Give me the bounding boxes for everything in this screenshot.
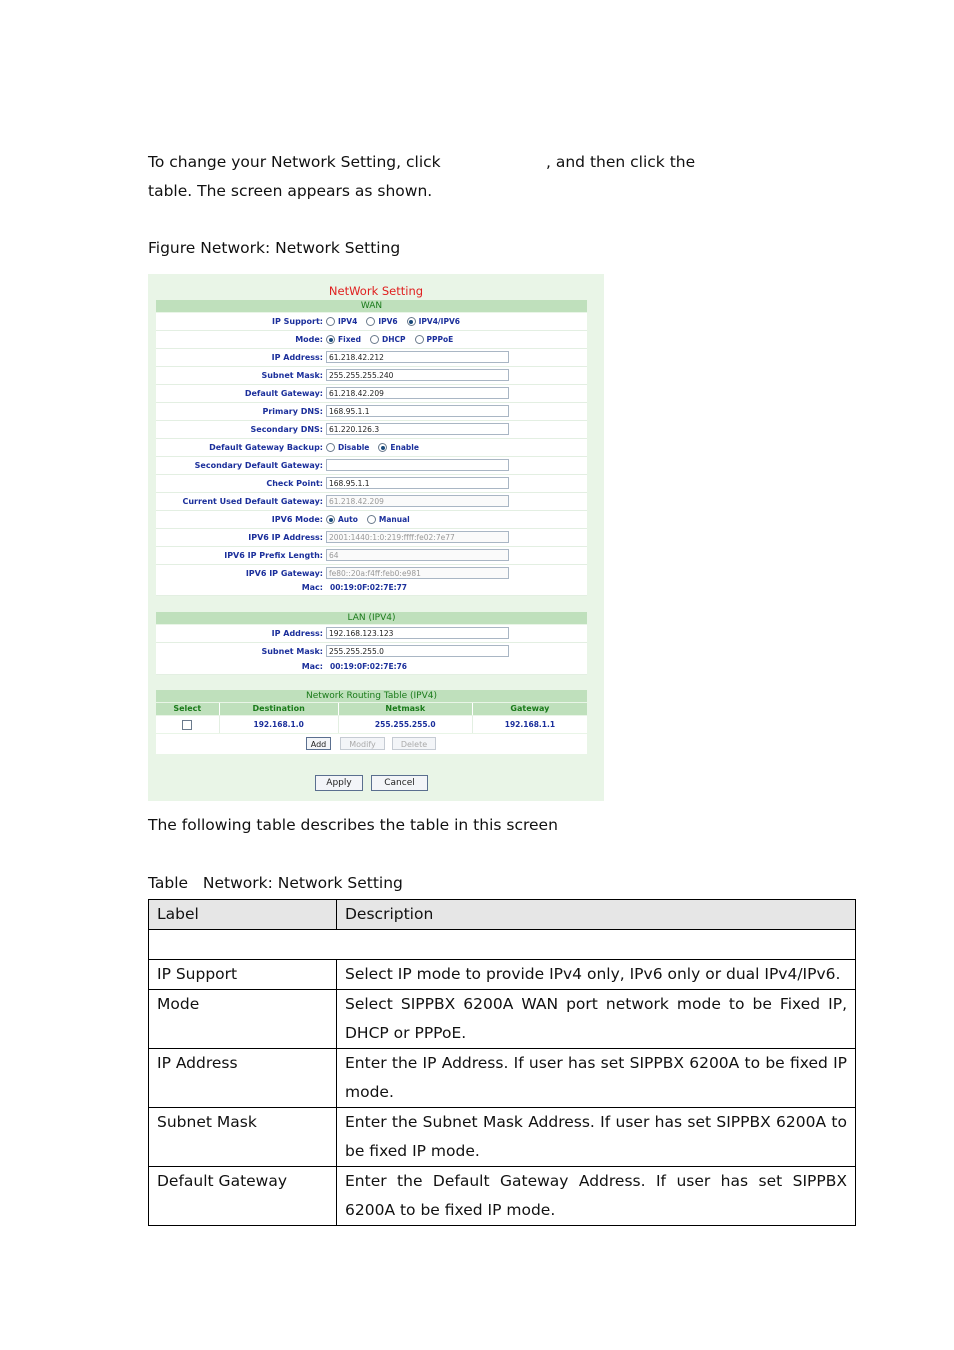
select-cell	[156, 716, 220, 733]
wan-mac-row	[156, 581, 587, 596]
mode-label: Mode:	[295, 335, 323, 344]
ipv6-gateway-input: fe80::20a:f4ff:feb0:e981	[326, 567, 509, 579]
default-gateway-input[interactable]: 61.218.42.209	[326, 387, 509, 399]
wan-ip-input[interactable]: 61.218.42.212	[326, 351, 509, 363]
row-label: Default Gateway	[149, 1167, 337, 1226]
row-label: Subnet Mask	[149, 1108, 337, 1167]
row-label: IP Support	[149, 960, 337, 990]
ip-support-label: IP Support:	[272, 317, 323, 326]
destination-cell: 192.168.1.0	[220, 716, 339, 733]
description-table	[148, 899, 856, 1226]
wan-subnet-row	[156, 367, 587, 385]
mode-dhcp-radio[interactable]	[370, 335, 379, 344]
routing-header: Network Routing Table (IPV4)	[156, 690, 587, 702]
lan-ip-label: IP Address:	[271, 629, 323, 638]
modify-button: Modify	[340, 737, 385, 750]
secondary-gateway-input[interactable]	[326, 459, 509, 471]
backup-enable-radio[interactable]	[378, 443, 387, 452]
table-header-row	[149, 900, 856, 930]
ipv6-prefix-input: 64	[326, 549, 509, 561]
gateway-cell: 192.168.1.1	[504, 720, 556, 729]
ip-support-dual-radio[interactable]	[407, 317, 416, 326]
secondary-gateway-label: Secondary Default Gateway:	[194, 461, 323, 470]
intro-line-2: table. The screen appears as shown.	[148, 182, 433, 200]
row-description: Select SIPPBX 6200A WAN port network mode to be Fixed IP, DHCP or PPPoE.	[337, 990, 856, 1049]
lan-ip-row	[156, 625, 587, 643]
ip-support-ipv4-label: IPV4	[338, 317, 358, 326]
wan-subnet-input[interactable]: 255.255.255.240	[326, 369, 509, 381]
ipv6-prefix-label: IPV6 IP Prefix Length:	[224, 551, 323, 560]
lan-mac-label: Mac:	[301, 662, 323, 671]
ipv6-auto-radio[interactable]	[326, 515, 335, 524]
check-point-input[interactable]: 168.95.1.1	[326, 477, 509, 489]
wan-mac-label: Mac:	[301, 583, 323, 592]
network-setting-screenshot	[148, 274, 604, 801]
secondary-dns-row	[156, 421, 587, 439]
intro-text-a: To change your Network Setting, click	[148, 153, 441, 171]
row-description: Enter the Subnet Mask Address. If user has set SIPPBX 6200A to be fixed IP mode.	[337, 1108, 856, 1167]
col-select: Select	[156, 703, 220, 715]
col-destination: Destination	[220, 703, 339, 715]
routing-columns	[156, 703, 587, 715]
ipv6-gateway-label: IPV6 IP Gateway:	[245, 569, 323, 578]
mode-row	[156, 331, 587, 349]
mode-fixed-radio[interactable]	[326, 335, 335, 344]
default-gateway-row	[156, 385, 587, 403]
ipv6-ip-label: IPV6 IP Address:	[248, 533, 323, 542]
col-netmask: Netmask	[339, 703, 473, 715]
default-gateway-label: Default Gateway:	[244, 389, 323, 398]
header-label: Label	[149, 900, 337, 930]
backup-disable-radio[interactable]	[326, 443, 335, 452]
gateway-backup-row	[156, 439, 587, 457]
ip-support-ipv4-radio[interactable]	[326, 317, 335, 326]
wan-ip-row	[156, 349, 587, 367]
intro-text-b: , and then click the	[546, 153, 696, 171]
table-row	[149, 990, 856, 1049]
lan-ip-input[interactable]: 192.168.123.123	[326, 627, 509, 639]
secondary-dns-label: Secondary DNS:	[250, 425, 323, 434]
lan-mac-value: 00:19:0F:02:7E:76	[330, 662, 408, 671]
primary-dns-input[interactable]: 168.95.1.1	[326, 405, 509, 417]
check-point-label: Check Point:	[266, 479, 323, 488]
wan-mac-value: 00:19:0F:02:7E:77	[330, 583, 408, 592]
row-label: Mode	[149, 990, 337, 1049]
col-gateway: Gateway	[473, 703, 587, 715]
routing-buttons	[156, 734, 587, 754]
wan-header: WAN	[156, 300, 587, 312]
delete-button: Delete	[392, 737, 436, 750]
check-point-row	[156, 475, 587, 493]
current-gateway-row	[156, 493, 587, 511]
gateway-backup-label: Default Gateway Backup:	[209, 443, 323, 452]
primary-dns-label: Primary DNS:	[262, 407, 323, 416]
lan-subnet-row	[156, 643, 587, 661]
current-gateway-input: 61.218.42.209	[326, 495, 509, 507]
secondary-dns-input[interactable]: 61.220.126.3	[326, 423, 509, 435]
ip-support-dual-label: IPV4/IPV6	[418, 317, 460, 326]
ip-support-row	[156, 313, 587, 331]
lan-header: LAN (IPV4)	[156, 612, 587, 624]
panel-title: NetWork Setting	[328, 284, 424, 298]
wan-ip-label: IP Address:	[271, 353, 323, 362]
add-button[interactable]: Add	[306, 737, 331, 750]
mode-dhcp-label: DHCP	[382, 335, 406, 344]
routing-row	[156, 716, 587, 733]
backup-disable-label: Disable	[338, 443, 370, 452]
after-figure-text: The following table describes the table in this screen	[148, 816, 558, 834]
table-row	[149, 1108, 856, 1167]
row-description: Select IP mode to provide IPv4 only, IPv6 only or dual IPv4/IPv6.	[337, 960, 856, 990]
mode-pppoe-radio[interactable]	[415, 335, 424, 344]
table-row	[149, 960, 856, 990]
apply-button[interactable]: Apply	[315, 775, 363, 791]
cancel-button[interactable]: Cancel	[371, 775, 428, 791]
row-label: IP Address	[149, 1049, 337, 1108]
backup-enable-label: Enable	[390, 443, 419, 452]
lan-mac-row	[156, 660, 587, 675]
ipv6-ip-row	[156, 529, 587, 547]
ip-support-ipv6-label: IPV6	[378, 317, 398, 326]
ip-support-ipv6-radio[interactable]	[366, 317, 375, 326]
header-description: Description	[337, 900, 856, 930]
mode-fixed-label: Fixed	[338, 335, 361, 344]
table-row	[149, 1167, 856, 1226]
ipv6-auto-label: Auto	[338, 515, 358, 524]
ipv6-manual-label: Manual	[378, 515, 410, 524]
lan-subnet-label: Subnet Mask:	[261, 647, 323, 656]
mode-pppoe-label: PPPoE	[426, 335, 454, 344]
table-empty-row	[149, 930, 856, 960]
row-description: Enter the IP Address. If user has set SIPPBX 6200A to be fixed IP mode.	[337, 1049, 856, 1108]
wan-subnet-label: Subnet Mask:	[261, 371, 323, 380]
ipv6-prefix-row	[156, 547, 587, 565]
row-select-checkbox[interactable]	[182, 720, 192, 730]
table-caption: Table Network: Network Setting	[148, 874, 403, 892]
ipv6-manual-radio[interactable]	[367, 515, 376, 524]
ipv6-mode-row	[156, 511, 587, 529]
table-row	[149, 1049, 856, 1108]
netmask-cell: 255.255.255.0	[339, 716, 473, 733]
lan-subnet-input[interactable]: 255.255.255.0	[326, 645, 509, 657]
primary-dns-row	[156, 403, 587, 421]
figure-caption: Figure Network: Network Setting	[148, 239, 401, 257]
row-description: Enter the Default Gateway Address. If user has set SIPPBX 6200A to be fixed IP mode.	[337, 1167, 856, 1226]
ipv6-mode-label: IPV6 Mode:	[271, 515, 323, 524]
ipv6-ip-input: 2001:1440:1:0:219:ffff:fe02:7e77	[326, 531, 509, 543]
secondary-gateway-row	[156, 457, 587, 475]
current-gateway-label: Current Used Default Gateway:	[182, 497, 323, 506]
